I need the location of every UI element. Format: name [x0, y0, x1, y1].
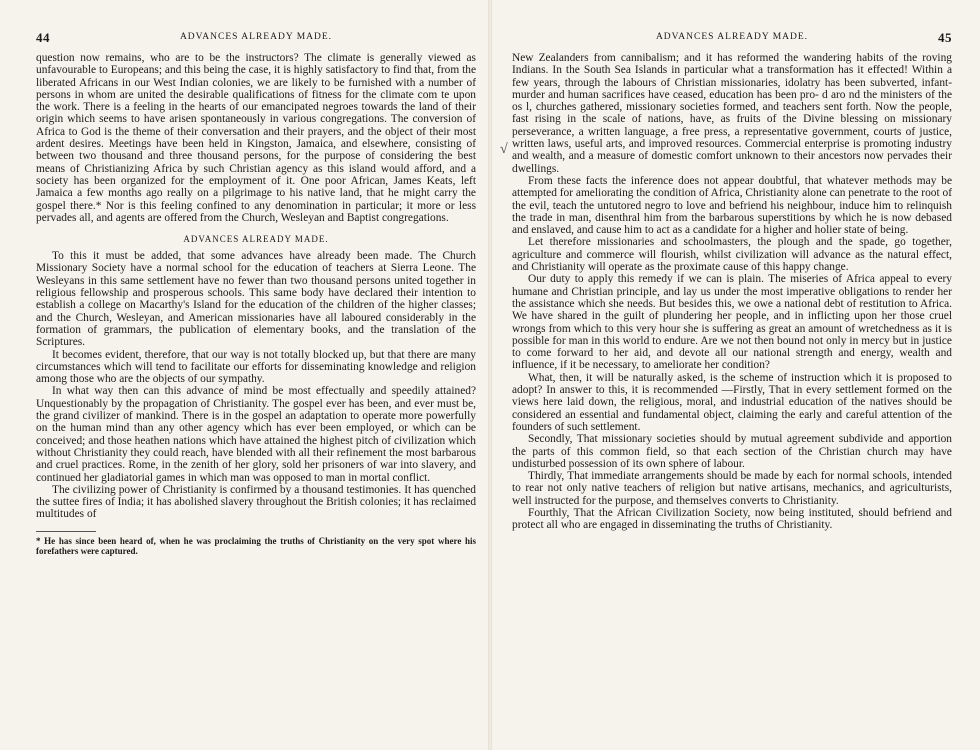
- left-paragraph: To this it must be added, that some advances have already been made. The Church Missionary Society have a normal school for the education of teachers at Sierra Leone. The Wesleyans in this same settlement have no fewer than two thousand persons united together in religious fellowship and prosperous schools. This same body have declared their intention to establish a college on Macarthy's Island for the education of the children of the higher classes; and the Church, Wesleyan, and American missionaries have all laboured considerably in the formation of grammars, the publication of elementary books, and the translation of the Scriptures.: [36, 250, 476, 349]
- right-paragraph: New Zealanders from cannibalism; and it has reformed the wandering habits of the roving Indians. In the South Sea Islands in particular what a transformation has it effected! Within a few years, through the labours of Christian missionaries, idolatry has been subverted, infant-murder and human sacrifices have ceased, education has been pro- d aro nd the ministers of the os l, churches gathered, missionary societies formed, and teachers sent forth. Now the people, fast rising in the scale of nations, have, as fruits of the Divine blessing on missionary perseverance, a written language, a free press, a representative government, courts of justice, written laws, useful arts, and improved resources. Commercial enterprise is promoting industry and wealth, and a measure of domestic comfort unknown to their ancestors now pervades their dwellings.: [512, 52, 952, 175]
- section-heading: ADVANCES ALREADY MADE.: [183, 234, 329, 245]
- left-page: [36, 30, 476, 720]
- left-paragraph: It becomes evident, therefore, that our way is not totally blocked up, but that there are many circumstances which will tend to facilitate our efforts for disseminating knowledge and religion among those who are the objects of our sympathy.: [36, 348, 476, 386]
- book-gutter: [488, 0, 492, 750]
- footnote-rule: [36, 531, 96, 532]
- right-running-head: [512, 30, 952, 52]
- footnote: * He has since been heard of, when he was proclaiming the truths of Christianity on the very spot where his forefathers were captured.: [36, 535, 476, 556]
- right-paragraph: Let therefore missionaries and schoolmasters, the plough and the spade, go together, agriculture and commerce will flourish, whilst civilization will advance as the natural effect, and Christianity will operate as the proximate cause of this happy change.: [512, 236, 952, 274]
- left-running-title: ADVANCES ALREADY MADE.: [179, 32, 333, 42]
- right-running-title: ADVANCES ALREADY MADE.: [655, 32, 809, 42]
- right-page: [512, 30, 952, 720]
- right-page-number: 45: [938, 30, 952, 45]
- left-page-number: 44: [36, 30, 50, 45]
- left-running-head: [36, 30, 476, 52]
- right-paragraph: From these facts the inference does not appear doubtful, that whatever methods may be attempted for ameliorating the condition of Africa, Christianity alone can penetrate to the root of the evil, teach the untutored negro to love and befriend his neighbour, induce him to relinquish the trade in man, disenthral him from the barbarous superstitions by which he is now debased and enslaved, and cause him to act as a candidate for a higher and holier state of being.: [512, 174, 952, 237]
- right-paragraph: What, then, it will be naturally asked, is the scheme of instruction which it is proposed to adopt? In answer to this, it is recommended —Firstly, That in every settlement formed on the views here laid down, the religious, moral, and industrial education of the natives should be considered an essential and fundamental object, claiming the early and careful attention of the founders of such settlement.: [512, 371, 952, 433]
- left-paragraph: In what way then can this advance of mind be most effectually and speedily attained? Unquestionably by the propagation of Christianity. The gospel ever has been, and ever must be, the grand civilizer of mankind. There is in the gospel an adaptation to operate more powerfully on the human mind than any other agency which has ever been employed, or which can be conceived; and those heathen nations which have attained the highest pitch of civilization which without Christianity they could reach, have blended with all their refinement the most barbarous and cruel practices. Rome, in the zenith of her glory, sold her prisoners of war into slavery, and continued her gladiatorial games in which man was opposed to man in mortal conflict.: [36, 385, 476, 484]
- right-paragraph: Fourthly, That the African Civilization Society, now being instituted, should befriend and protect all who are engaged in disseminating the truths of Christianity.: [512, 506, 952, 532]
- right-page-body: [512, 52, 952, 532]
- right-paragraph: Secondly, That missionary societies should by mutual agreement subdivide and apportion the parts of this common field, so that each section of the Christian church may have undisturbed possession of its own sphere of labour.: [512, 433, 952, 470]
- left-paragraph: question now remains, who are to be the instructors? The climate is generally viewed as unfavourable to Europeans; and this being the case, it is highly satisfactory to find that, from the liberated Africans in our West Indian colonies, we are likely to be furnished with a number of persons in whom are united the desirable qualifications of fitness for the climate com te upon the work. There is a feeling in the hearts of our emancipated negroes towards the land of their origin which seems to have arisen spontaneously in various congregations. The conversion of Africa to God is the theme of their conversation and their prayers, and the object of their most ardent desires. Meetings have been held in Kingston, Jamaica, and elsewhere, consisting of between two thousand and three thousand persons, for the purpose of considering the best means of Christianizing Africa by such Christian agency as this island would afford, and a society has been organized for the employment of it. One poor African, James Keats, left Jamaica a few months ago really on a pilgrimage to his native land, that he might carry the gospel there.* Nor is this feeling confined to any denomination in particular; it more or less pervades all, and agents are offered from the Church, Wesleyan and Baptist congregations.: [36, 52, 476, 224]
- left-paragraph: The civilizing power of Christianity is confirmed by a thousand testimonies. It has quenched the suttee fires of India; it has abolished slavery throughout the British colonies; it has reclaimed multitudes of: [36, 483, 476, 521]
- left-page-body: [36, 52, 476, 556]
- right-paragraph: Our duty to apply this remedy if we can is plain. The miseries of Africa appeal to every humane and Christian principle, and lay us under the most imperative obligations to render her the assistance which she needs. But besides this, we owe a national debt of restitution to Africa. We have shared in the guilt of plundering her people, and in inflicting upon her those cruel wrongs from which to this very hour she is suffering as great an amount of wretchedness as it is possible for man in this world to endure. Are we not then bound not only in mercy but in justice to come forward to her aid, and devote all our national strength and energy, wealth and influence, if it be necessary, to ameliorate her condition?: [512, 273, 952, 372]
- right-paragraph: Thirdly, That immediate arrangements should be made by each for normal schools, intended to rear not only native teachers of religion but native artisans, mechanics, and agriculturists, well instructed for the purpose, and themselves converts to Christianity.: [512, 470, 952, 507]
- pencil-check-mark: √: [500, 142, 508, 157]
